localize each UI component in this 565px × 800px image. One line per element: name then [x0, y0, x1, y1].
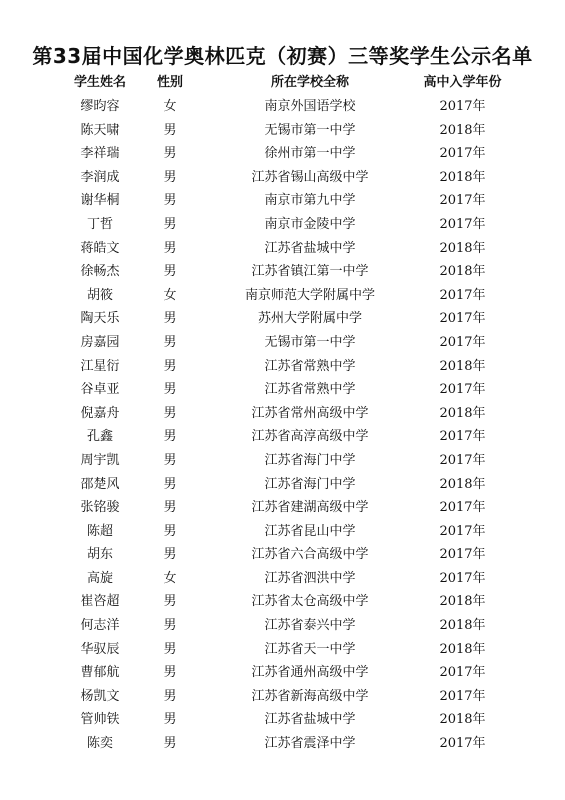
enrollment-year: 2017年: [439, 500, 486, 516]
student-name: 华驭辰: [80, 641, 120, 657]
school-name: 江苏省太仓高级中学: [251, 594, 369, 610]
school-name: 徐州市第一中学: [264, 146, 356, 162]
school-name: 无锡市第一中学: [264, 122, 356, 138]
student-name: 陈奕: [86, 736, 113, 752]
enrollment-year: 2018年: [439, 358, 486, 374]
school-name: 江苏省海门中学: [264, 476, 356, 492]
school-name: 江苏省泰兴中学: [264, 618, 356, 634]
enrollment-year: 2017年: [439, 334, 486, 350]
student-name: 崔咨超: [80, 594, 120, 610]
table-row: [0, 449, 565, 473]
student-name: 陈超: [86, 523, 113, 539]
student-name: 丁哲: [86, 216, 113, 232]
table-row: [0, 260, 565, 284]
page-title: 第33届中国化学奥林匹克（初赛）三等奖学生公示名单: [32, 44, 533, 68]
enrollment-year: 2018年: [439, 169, 486, 185]
student-name: 胡东: [86, 547, 113, 563]
table-row: [0, 708, 565, 732]
student-name: 李润成: [80, 169, 120, 185]
table-row: [0, 237, 565, 261]
table-header: [0, 74, 565, 92]
student-gender: 男: [163, 216, 177, 232]
enrollment-year: 2017年: [439, 146, 486, 162]
table-row: [0, 355, 565, 379]
student-name: 高旋: [86, 570, 113, 586]
enrollment-year: 2017年: [439, 429, 486, 445]
table-row: [0, 661, 565, 685]
school-name: 南京市第九中学: [264, 193, 356, 209]
student-name: 蒋皓文: [80, 240, 120, 256]
table-row: [0, 142, 565, 166]
enrollment-year: 2017年: [439, 452, 486, 468]
header-gender: 性别: [156, 75, 183, 90]
student-gender: 男: [163, 405, 177, 421]
student-name: 管帅铁: [80, 712, 120, 728]
student-name: 胡筱: [86, 287, 113, 303]
student-gender: 男: [163, 618, 177, 634]
school-name: 江苏省镇江第一中学: [251, 264, 369, 280]
school-name: 江苏省常熟中学: [264, 382, 356, 398]
header-year: 高中入学年份: [423, 75, 502, 90]
table-row: [0, 567, 565, 591]
student-gender: 男: [163, 264, 177, 280]
enrollment-year: 2018年: [439, 618, 486, 634]
student-gender: 男: [163, 193, 177, 209]
enrollment-year: 2018年: [439, 476, 486, 492]
student-gender: 男: [163, 429, 177, 445]
student-gender: 男: [163, 736, 177, 752]
student-gender: 女: [163, 570, 177, 586]
school-name: 苏州大学附属中学: [257, 311, 362, 327]
student-gender: 男: [163, 594, 177, 610]
table-row: [0, 520, 565, 544]
student-name: 邵楚风: [80, 476, 120, 492]
school-name: 江苏省天一中学: [264, 641, 356, 657]
student-gender: 男: [163, 547, 177, 563]
student-gender: 男: [163, 169, 177, 185]
enrollment-year: 2017年: [439, 287, 486, 303]
student-name: 倪嘉舟: [80, 405, 120, 421]
enrollment-year: 2018年: [439, 405, 486, 421]
school-name: 南京师范大学附属中学: [244, 287, 375, 303]
student-name: 曹郁航: [80, 665, 120, 681]
enrollment-year: 2017年: [439, 523, 486, 539]
school-name: 江苏省锡山高级中学: [251, 169, 369, 185]
school-name: 江苏省震泽中学: [264, 736, 356, 752]
enrollment-year: 2018年: [439, 264, 486, 280]
student-gender: 男: [163, 240, 177, 256]
header-name: 学生姓名: [73, 75, 126, 90]
enrollment-year: 2017年: [439, 193, 486, 209]
table-row: [0, 732, 565, 756]
table-row: [0, 496, 565, 520]
school-name: 江苏省高淳高级中学: [251, 429, 369, 445]
student-gender: 女: [163, 287, 177, 303]
table-row: [0, 378, 565, 402]
student-name: 孔鑫: [86, 429, 113, 445]
table-row: [0, 473, 565, 497]
school-name: 江苏省常州高级中学: [251, 405, 369, 421]
student-gender: 男: [163, 665, 177, 681]
student-gender: 女: [163, 99, 177, 114]
table-row: [0, 119, 565, 143]
student-name: 陶天乐: [80, 311, 120, 327]
table-row: [0, 425, 565, 449]
school-name: 江苏省常熟中学: [264, 358, 356, 374]
enrollment-year: 2017年: [439, 570, 486, 586]
enrollment-year: 2018年: [439, 712, 486, 728]
student-name: 张铭骏: [80, 500, 120, 516]
table-row: [0, 590, 565, 614]
table-row: [0, 307, 565, 331]
student-gender: 男: [163, 712, 177, 728]
enrollment-year: 2018年: [439, 122, 486, 138]
table-row: [0, 402, 565, 426]
school-name: 江苏省昆山中学: [264, 523, 356, 539]
enrollment-year: 2017年: [439, 736, 486, 752]
student-name: 陈天啸: [80, 122, 120, 138]
table-row: [0, 166, 565, 190]
student-gender: 男: [163, 523, 177, 539]
student-gender: 男: [163, 641, 177, 657]
student-gender: 男: [163, 358, 177, 374]
school-name: 江苏省海门中学: [264, 452, 356, 468]
student-gender: 男: [163, 146, 177, 162]
student-name: 谢华桐: [80, 193, 120, 209]
school-name: 江苏省六合高级中学: [251, 547, 369, 563]
student-gender: 男: [163, 311, 177, 327]
student-name: 杨凯文: [80, 688, 120, 704]
enrollment-year: 2017年: [439, 216, 486, 232]
enrollment-year: 2018年: [439, 641, 486, 657]
student-gender: 男: [163, 476, 177, 492]
school-name: 江苏省盐城中学: [264, 240, 356, 256]
table-row: [0, 614, 565, 638]
school-name: 江苏省盐城中学: [264, 712, 356, 728]
enrollment-year: 2017年: [439, 99, 486, 114]
student-name: 房嘉园: [80, 334, 120, 350]
student-gender: 男: [163, 500, 177, 516]
table-row: [0, 331, 565, 355]
table-row: [0, 284, 565, 308]
student-name: 周宇凯: [80, 452, 120, 468]
school-name: 江苏省新海高级中学: [251, 688, 369, 704]
school-name: 江苏省通州高级中学: [251, 665, 369, 681]
enrollment-year: 2017年: [439, 311, 486, 327]
school-name: 南京外国语学校: [264, 99, 356, 114]
table-row: [0, 213, 565, 237]
student-gender: 男: [163, 334, 177, 350]
student-name: 缪昀容: [80, 99, 120, 114]
school-name: 江苏省泗洪中学: [264, 570, 356, 586]
table-row: [0, 189, 565, 213]
table-row: [0, 543, 565, 567]
enrollment-year: 2017年: [439, 382, 486, 398]
table-body: [0, 95, 565, 756]
student-name: 何志洋: [80, 618, 120, 634]
student-name: 谷卓亚: [80, 382, 120, 398]
enrollment-year: 2017年: [439, 688, 486, 704]
table-row: [0, 638, 565, 662]
header-school: 所在学校全称: [270, 75, 349, 90]
school-name: 南京市金陵中学: [264, 216, 356, 232]
student-name: 江星衍: [80, 358, 120, 374]
table-row: [0, 685, 565, 709]
student-name: 李祥瑞: [80, 146, 120, 162]
student-name: 徐畅杰: [80, 264, 120, 280]
enrollment-year: 2018年: [439, 240, 486, 256]
student-gender: 男: [163, 688, 177, 704]
table-row: [0, 95, 565, 119]
student-gender: 男: [163, 382, 177, 398]
school-name: 无锡市第一中学: [264, 334, 356, 350]
enrollment-year: 2018年: [439, 594, 486, 610]
student-gender: 男: [163, 452, 177, 468]
student-gender: 男: [163, 122, 177, 138]
enrollment-year: 2017年: [439, 665, 486, 681]
school-name: 江苏省建湖高级中学: [251, 500, 369, 516]
enrollment-year: 2017年: [439, 547, 486, 563]
